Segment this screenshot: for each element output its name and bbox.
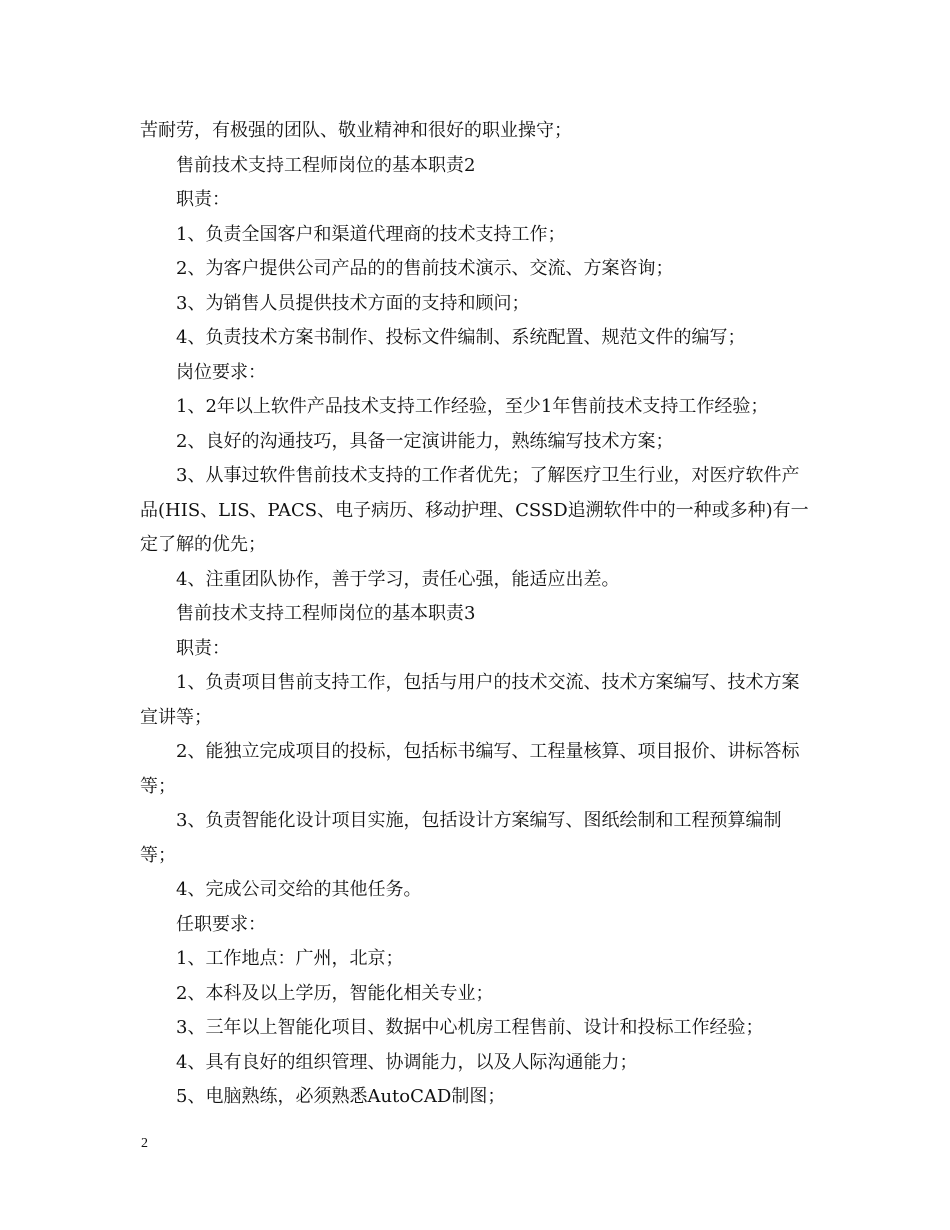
list-item: 2、本科及以上学历，智能化相关专业； <box>176 982 494 1004</box>
subheading-duties: 职责： <box>176 189 230 210</box>
list-item: 4、完成公司交给的其他任务。 <box>176 879 422 900</box>
section-heading: 售前技术支持工程师岗位的基本职责2 <box>176 154 476 176</box>
list-item: 5、电脑熟练，必须熟悉AutoCAD制图； <box>176 1086 506 1107</box>
subheading-duties: 职责： <box>176 637 230 659</box>
list-item: 2、良好的沟通技巧，具备一定演讲能力，熟练编写技术方案； <box>176 430 674 452</box>
list-item: 4、注重团队协作，善于学习，责任心强，能适应出差。 <box>176 568 620 590</box>
list-item: 1、2年以上软件产品技术支持工作经验，至少1年售前技术支持工作经验； <box>176 396 769 417</box>
subheading-requirements: 任职要求： <box>176 913 266 935</box>
subheading-requirements: 岗位要求： <box>176 361 266 383</box>
list-item: 1、工作地点：广州，北京； <box>176 948 404 969</box>
list-item: 3、三年以上智能化项目、数据中心机房工程售前、设计和投标工作经验； <box>176 1017 764 1038</box>
list-item: 1、负责全国客户和渠道代理商的技术支持工作； <box>176 223 566 245</box>
list-item: 4、具有良好的组织管理、协调能力，以及人际沟通能力； <box>176 1051 638 1073</box>
section-heading: 售前技术支持工程师岗位的基本职责3 <box>176 603 476 624</box>
list-item: 4、负责技术方案书制作、投标文件编制、系统配置、规范文件的编写； <box>176 327 746 348</box>
paragraph: 苦耐劳，有极强的团队、敬业精神和很好的职业操守； <box>140 120 572 141</box>
list-item: 3、从事过软件售前技术支持的工作者优先；了解医疗卫生行业，对医疗软件产品(HIS、LIS、PACS、电子病历、移动护理、CSSD追溯软件中的一种或多种)有一定了解的优先； <box>140 465 809 555</box>
list-item: 2、能独立完成项目的投标，包括标书编写、工程量核算、项目报价、讲标答标等； <box>140 741 800 797</box>
list-item: 3、为销售人员提供技术方面的支持和顾问； <box>176 292 530 314</box>
list-item: 1、负责项目售前支持工作，包括与用户的技术交流、技术方案编写、技术方案宣讲等； <box>140 672 800 728</box>
list-item: 2、为客户提供公司产品的的售前技术演示、交流、方案咨询； <box>176 258 674 279</box>
list-item: 3、负责智能化设计项目实施，包括设计方案编写、图纸绘制和工程预算编制等； <box>140 810 782 866</box>
document-body <box>140 114 812 1115</box>
page-number: 2 <box>141 1136 148 1151</box>
